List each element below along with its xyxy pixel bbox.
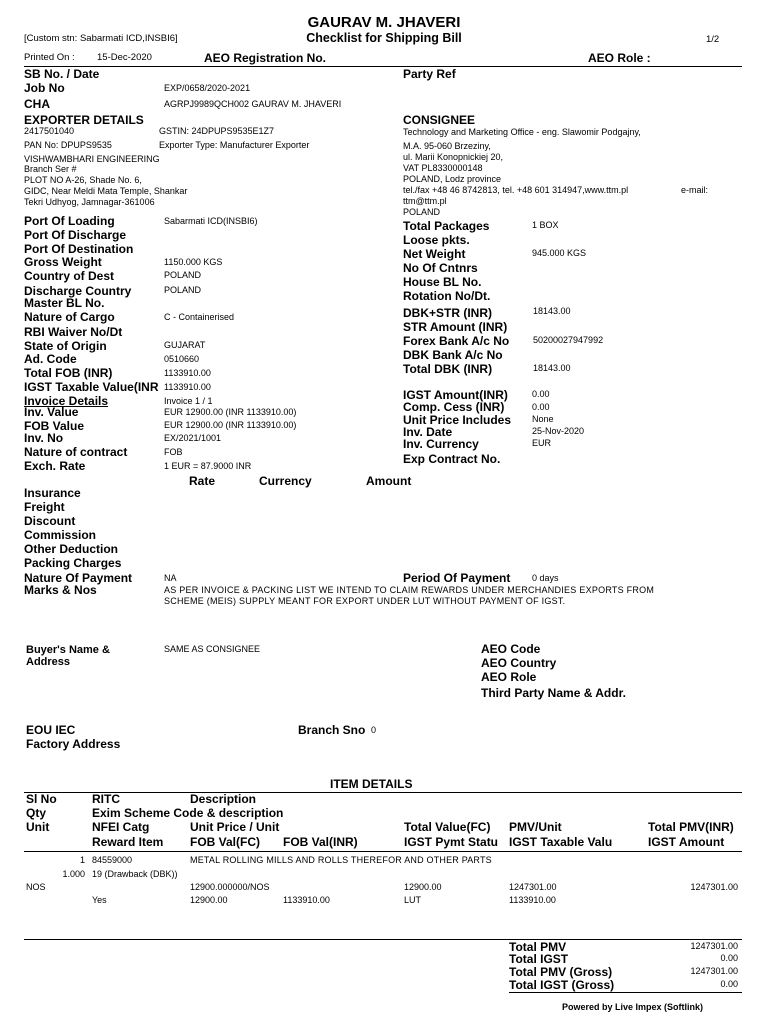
total-fob-label: Total FOB (INR) — [24, 366, 113, 380]
gross-weight-value: 1150.000 KGS — [164, 257, 223, 267]
exporter-name: VISHWAMBHARI ENGINEERING — [24, 154, 160, 164]
discharge-country-value: POLAND — [164, 285, 202, 295]
row-reward: Yes — [92, 895, 107, 905]
rate-header: Rate — [189, 474, 216, 488]
consignee-line-2: M.A. 95-060 Brzeziny, — [403, 141, 491, 151]
col-pmv-unit: PMV/Unit — [509, 820, 562, 834]
exch-rate-value: 1 EUR = 87.9000 INR — [164, 461, 252, 471]
item-details-title: ITEM DETAILS — [330, 777, 413, 791]
branch-sno-label: Branch Sno — [298, 723, 366, 737]
col-fob-inr: FOB Val(INR) — [283, 835, 358, 849]
cha-label: CHA — [24, 97, 50, 111]
row-unit-price: 12900.000000/NOS — [190, 882, 270, 892]
exporter-type: Exporter Type: Manufacturer Exporter — [159, 140, 310, 150]
col-reward-item: Reward Item — [92, 835, 164, 849]
net-weight-value: 945.000 KGS — [532, 248, 587, 258]
freight-label: Freight — [24, 500, 65, 514]
unit-price-includes-label: Unit Price Includes — [403, 413, 512, 427]
cha-value: AGRPJ9989QCH002 GAURAV M. JHAVERI — [164, 99, 342, 109]
col-qty: Qty — [26, 806, 47, 820]
period-of-payment-label: Period Of Payment — [403, 571, 511, 585]
consignee-line-5: POLAND, Lodz province — [403, 174, 502, 184]
ad-code-label: Ad. Code — [24, 352, 77, 366]
item-header-top-rule — [24, 792, 742, 793]
igst-amount-value: 0.00 — [532, 389, 550, 399]
igst-taxable-label: IGST Taxable Value(INR — [24, 380, 159, 394]
dbk-str-value: 18143.00 — [533, 306, 571, 316]
inv-date-label: Inv. Date — [403, 425, 453, 439]
col-sl-no: Sl No — [26, 792, 57, 806]
master-bl-label: Master BL No. — [24, 296, 105, 310]
nature-of-payment-value: NA — [164, 573, 177, 583]
consignee-line-7: ttm@ttm.pl — [403, 196, 447, 206]
forex-bank-label: Forex Bank A/c No — [403, 334, 510, 348]
col-description: Description — [190, 792, 257, 806]
factory-address-label: Factory Address — [26, 737, 121, 751]
loose-pkts-label: Loose pkts. — [403, 233, 470, 247]
exporter-address-2: GIDC, Near Meldi Mata Temple, Shankar — [24, 186, 188, 196]
exporter-branch: Branch Ser # — [24, 164, 77, 174]
invoice-details-value: Invoice 1 / 1 — [164, 396, 213, 406]
discount-label: Discount — [24, 514, 76, 528]
comp-cess-label: Comp. Cess (INR) — [403, 400, 505, 414]
rotation-no-label: Rotation No/Dt. — [403, 289, 491, 303]
total-dbk-value: 18143.00 — [533, 363, 571, 373]
nature-of-contract-label: Nature of contract — [24, 445, 128, 459]
sb-no-label: SB No. / Date — [24, 67, 100, 81]
col-igst-amount: IGST Amount — [648, 835, 725, 849]
doc-title: Checklist for Shipping Bill — [306, 31, 462, 45]
forex-bank-value: 50200027947992 — [533, 335, 604, 345]
nature-of-cargo-value: C - Containerised — [164, 312, 235, 322]
row-sl: 1 — [79, 855, 85, 865]
consignee-line-4: VAT PL8330000148 — [403, 163, 483, 173]
dbk-str-label: DBK+STR (INR) — [403, 306, 492, 320]
dbk-bank-label: DBK Bank A/c No — [403, 348, 503, 362]
insurance-label: Insurance — [24, 486, 81, 500]
exporter-address-3: Tekri Udhyog, Jamnagar-361006 — [24, 197, 155, 207]
fob-value-value: EUR 12900.00 (INR 1133910.00) — [164, 420, 297, 430]
col-total-value-fc: Total Value(FC) — [404, 820, 491, 834]
period-of-payment-value: 0 days — [532, 573, 559, 583]
invoice-details-label: Invoice Details — [24, 394, 109, 408]
exporter-address-1: PLOT NO A-26, Shade No. 6, — [24, 175, 142, 185]
aeo-role-field-label: AEO Role — [481, 670, 537, 684]
port-of-loading-label: Port Of Loading — [24, 214, 115, 228]
exch-rate-label: Exch. Rate — [24, 459, 86, 473]
col-igst-pymt: IGST Pymt Statu — [404, 835, 499, 849]
branch-sno-value: 0 — [371, 725, 377, 735]
row-igst-taxable: 1133910.00 — [509, 895, 556, 905]
totals-rule — [24, 939, 742, 940]
printed-date: 15-Dec-2020 — [97, 52, 152, 63]
aeo-registration-label: AEO Registration No. — [204, 51, 327, 65]
buyer-value: SAME AS CONSIGNEE — [164, 644, 261, 654]
total-igst-value: 0.00 — [720, 953, 738, 963]
amount-header: Amount — [366, 474, 412, 488]
col-igst-taxable: IGST Taxable Valu — [509, 835, 613, 849]
inv-no-value: EX/2021/1001 — [164, 433, 222, 443]
powered-by: Powered by Live Impex (Softlink) — [562, 1002, 704, 1012]
gross-weight-label: Gross Weight — [24, 255, 102, 269]
nature-of-cargo-label: Nature of Cargo — [24, 310, 115, 324]
aeo-country-label: AEO Country — [481, 656, 557, 670]
job-no-value: EXP/0658/2020-2021 — [164, 83, 251, 93]
exporter-details-label: EXPORTER DETAILS — [24, 113, 144, 127]
consignee-line-3: ul. Marii Konopnickiej 20, — [403, 152, 504, 162]
buyer-label-2: Address — [26, 656, 71, 668]
row-qty: 1.000 — [62, 869, 85, 879]
total-igst-gross-label: Total IGST (Gross) — [509, 978, 615, 992]
total-igst-gross-value: 0.00 — [720, 979, 738, 989]
state-of-origin-value: GUJARAT — [164, 340, 206, 350]
item-header-bottom-rule — [24, 851, 742, 852]
printed-label: Printed On : — [24, 52, 75, 63]
consignee-line-6: tel./fax +48 46 8742813, tel. +48 601 314947,www.ttm.pl — [403, 185, 629, 195]
igst-amount-label: IGST Amount(INR) — [403, 388, 508, 402]
total-pmv-label: Total PMV — [509, 940, 567, 954]
port-of-discharge-label: Port Of Discharge — [24, 228, 127, 242]
row-description: METAL ROLLING MILLS AND ROLLS THEREFOR AND OTHER PARTS — [190, 855, 492, 865]
exporter-pan: PAN No: DPUPS9535 — [24, 140, 112, 150]
str-amount-label: STR Amount (INR) — [403, 320, 508, 334]
net-weight-label: Net Weight — [403, 247, 466, 261]
row-pmv-unit: 1247301.00 — [509, 882, 557, 892]
marks-line-1: AS PER INVOICE & PACKING LIST WE INTEND TO CLAIM REWARDS UNDER MERCHANDIES EXPORTS FROM — [164, 585, 655, 595]
col-unit: Unit — [26, 820, 50, 834]
row-scheme: 19 (Drawback (DBK)) — [92, 869, 178, 879]
aeo-role-label: AEO Role : — [588, 51, 651, 65]
inv-value-value: EUR 12900.00 (INR 1133910.00) — [164, 407, 297, 417]
discharge-country-label: Discharge Country — [24, 284, 132, 298]
consignee-line-8: POLAND — [403, 207, 441, 217]
consignee-label: CONSIGNEE — [403, 113, 476, 127]
house-bl-label: House BL No. — [403, 275, 482, 289]
row-unit: NOS — [26, 882, 46, 892]
row-igst-pymt: LUT — [404, 895, 422, 905]
commission-label: Commission — [24, 528, 97, 542]
currency-header: Currency — [259, 474, 312, 488]
exporter-iec: 2417501040 — [24, 126, 75, 136]
col-ritc: RITC — [92, 792, 120, 806]
rbi-waiver-label: RBI Waiver No/Dt — [24, 325, 123, 339]
total-fob-value: 1133910.00 — [164, 368, 211, 378]
country-of-dest-label: Country of Dest — [24, 269, 114, 283]
totals-bottom-rule — [509, 992, 742, 993]
comp-cess-value: 0.00 — [532, 402, 550, 412]
row-fob-fc: 12900.00 — [190, 895, 228, 905]
inv-date-value: 25-Nov-2020 — [532, 426, 585, 436]
total-igst-label: Total IGST — [509, 952, 569, 966]
consignee-line-1: Technology and Marketing Office - eng. Slawomir Podgajny, — [403, 127, 641, 137]
inv-no-label: Inv. No — [24, 431, 64, 445]
total-dbk-label: Total DBK (INR) — [403, 362, 493, 376]
fob-value-label: FOB Value — [24, 419, 85, 433]
job-no-label: Job No — [24, 81, 65, 95]
port-of-loading-value: Sabarmati ICD(INSBI6) — [164, 216, 258, 226]
aeo-code-label: AEO Code — [481, 642, 541, 656]
row-ritc: 84559000 — [92, 855, 133, 865]
state-of-origin-label: State of Origin — [24, 339, 107, 353]
packing-charges-label: Packing Charges — [24, 556, 122, 570]
inv-currency-value: EUR — [532, 438, 552, 448]
total-packages-value: 1 BOX — [532, 220, 559, 230]
row-total-pmv: 1247301.00 — [690, 882, 738, 892]
igst-taxable-value: 1133910.00 — [164, 382, 211, 392]
port-of-destination-label: Port Of Destination — [24, 242, 134, 256]
marks-and-nos-label: Marks & Nos — [24, 583, 97, 597]
third-party-label: Third Party Name & Addr. — [481, 686, 626, 700]
col-total-pmv: Total PMV(INR) — [648, 820, 734, 834]
ad-code-value: 0510660 — [164, 354, 200, 364]
marks-line-2: SCHEME (MEIS) SUPPLY MEANT FOR EXPORT UNDER LUT WITHOUT PAYMENT OF IGST. — [164, 596, 566, 606]
eou-iec-label: EOU IEC — [26, 723, 76, 737]
total-pmv-value: 1247301.00 — [690, 941, 738, 951]
page-number: 1/2 — [706, 34, 720, 45]
inv-value-label: Inv. Value — [24, 405, 79, 419]
country-of-dest-value: POLAND — [164, 270, 202, 280]
other-deduction-label: Other Deduction — [24, 542, 119, 556]
inv-currency-label: Inv. Currency — [403, 437, 479, 451]
col-unit-price: Unit Price / Unit — [190, 820, 280, 834]
party-ref-label: Party Ref — [403, 67, 456, 81]
exporter-gstin: GSTIN: 24DPUPS9535E1Z7 — [159, 126, 275, 136]
col-fob-fc: FOB Val(FC) — [190, 835, 261, 849]
consignee-email-label: e-mail: — [681, 185, 709, 195]
total-pmv-gross-value: 1247301.00 — [690, 966, 738, 976]
no-of-cntnrs-label: No Of Cntnrs — [403, 261, 478, 275]
row-total-fc: 12900.00 — [404, 882, 442, 892]
buyer-label-1: Buyer's Name & — [26, 644, 110, 656]
col-exim-scheme: Exim Scheme Code & description — [92, 806, 284, 820]
nature-of-contract-value: FOB — [164, 447, 183, 457]
company-name: GAURAV M. JHAVERI — [307, 14, 461, 31]
row-fob-inr: 1133910.00 — [283, 895, 330, 905]
exp-contract-label: Exp Contract No. — [403, 452, 501, 466]
total-packages-label: Total Packages — [403, 219, 490, 233]
col-nfei-catg: NFEI Catg — [92, 820, 150, 834]
custom-station: [Custom stn: Sabarmati ICD,INSBI6] — [24, 33, 178, 44]
total-pmv-gross-label: Total PMV (Gross) — [509, 965, 613, 979]
nature-of-payment-label: Nature Of Payment — [24, 571, 133, 585]
unit-price-includes-value: None — [532, 414, 554, 424]
header-rule — [24, 66, 742, 67]
